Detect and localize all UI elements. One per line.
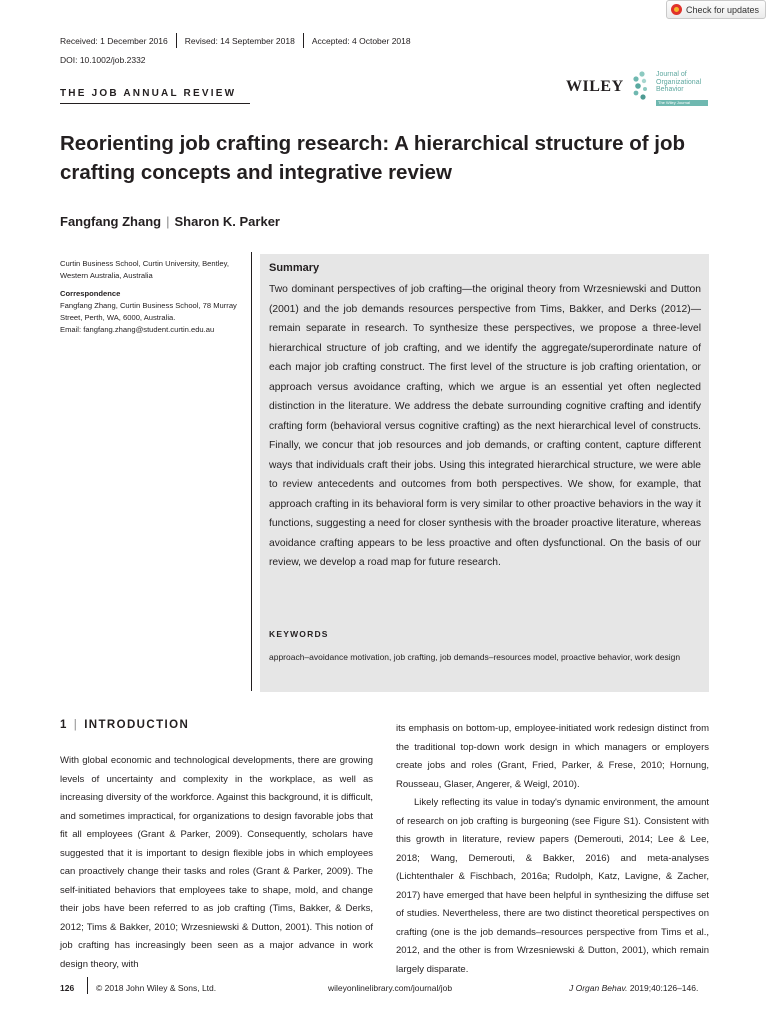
correspondence-email[interactable]: Email: fangfang.zhang@student.curtin.edu.au [60, 325, 215, 334]
author-name[interactable]: Sharon K. Parker [174, 214, 280, 229]
author-divider: | [166, 214, 170, 229]
affiliation-block [60, 258, 245, 336]
journal-logo-line: Behavior [656, 86, 684, 93]
section-label: THE JOB ANNUAL REVIEW [60, 88, 237, 99]
section-heading [60, 719, 189, 731]
date-divider [303, 33, 304, 48]
author-list [60, 214, 280, 229]
footer-divider [87, 977, 88, 994]
section-number: 1 [60, 719, 68, 731]
section-title: INTRODUCTION [84, 719, 190, 731]
column-divider [251, 252, 252, 691]
article-dates [60, 36, 419, 48]
crossmark-icon [671, 4, 682, 15]
journal-logo-icon [630, 70, 650, 102]
copyright: © 2018 John Wiley & Sons, Ltd. [96, 983, 217, 993]
journal-abbrev: J Organ Behav. [569, 983, 628, 993]
article-title: Reorienting job crafting research: A hierarchical structure of job crafting concepts and integrative review [60, 132, 685, 184]
citation [569, 983, 698, 993]
body-column-right [396, 720, 709, 979]
journal-tagline: The Wiley Journal [656, 100, 708, 106]
body-paragraph: Likely reflecting its value in today's dynamic environment, the amount of research on job crafting is burgeoning (see Figure S1). Consistent with this growth in literature, review papers (Demerouti, 2014; Lee & Lee, 2018; Wang, Demerouti, & Bakker, 2016) and meta-analyses (Lichtenthaler & Fischbach, 2016a; Rudolph, Katz, Lavigne, & Zacher, 2017) have emerged that have been helpful in synthesizing the diffuse set of studies. Nevertheless, there are two distinct theoretical perspectives on crafting (one is the job demands–resources perspective from Tims et al., 2012, and the other is from Wrzesniewski & Dutton, 2001), which remain largely disparate. [396, 797, 709, 975]
citation-volume: 2019;40:126–146. [629, 983, 699, 993]
revised-date: Revised: 14 September 2018 [184, 36, 295, 46]
summary-text: Two dominant perspectives of job crafting—the original theory from Wrzesniewski and Dutton (2001) and the job demands resources perspective from Tims, Bakker, and Derks (2012)—remain separate in research. To synthesize these perspectives, we propose a three-level hierarchical structure of job crafting, and we identify the aggregate/superordinate nature of each major job crafting construct. The first level of the structure is job crafting orientation, or approach versus avoidance crafting, which we argue is an essential yet often neglected distinction in the literature. We address the debate surrounding cognitive crafting and identify crafting form (behavioral versus cognitive crafting) as the next hierarchical level of constructs. Finally, we concur that job resources and job demands, or crafting content, capture different ways that individuals craft their jobs. Using this integrated hierarchical structure, we were able to review antecedents and outcomes from both perspectives. We show, for example, that approach crafting in its behavioral form is very similar to other proactive behaviors in the way it functions, suggesting a need for closer synthesis with the broader proactive literature, whereas avoidance crafting appears to be less proactive and often dysfunctional. On the basis of our review, we develop a road map for future research. [269, 284, 701, 568]
correspondence-heading: Correspondence [60, 289, 121, 298]
journal-logo-text [656, 71, 701, 94]
author-name[interactable]: Fangfang Zhang [60, 214, 162, 229]
keywords-list: approach–avoidance motivation, job crafting, job demands–resources model, proactive behavior, work design [269, 652, 681, 662]
summary-heading: Summary [269, 262, 320, 274]
journal-url[interactable]: wileyonlinelibrary.com/journal/job [328, 983, 453, 993]
section-divider: | [73, 719, 79, 731]
doi-link[interactable]: DOI: 10.1002/job.2332 [60, 55, 146, 65]
wiley-logo: WILEY [566, 78, 624, 95]
body-paragraph: With global economic and technological developments, there are growing levels of uncertainty and complexity in the workplace, as well as increasing diversity of the workforce. Against this background, it is difficult, and sometimes impractical, for organizations to design favorable jobs that fit all employees (Grant & Parker, 2009). Consequently, scholars have suggested that it is important to design flexible jobs in which employees can proactively change their tasks and roles (Grant & Parker, 2009). The self-initiated behaviors that employees take to shape, mold, and change their jobs have been referred to as job crafting (Tims, Bakker, & Derks, 2012; Tims & Bakker, 2010; Wrzesniewski & Dutton, 2001). This notion of job crafting has increasingly been seen as a major advance in work design theory, with [60, 755, 373, 970]
affiliation: Curtin Business School, Curtin University, Bentley, Western Australia, Australia [60, 259, 229, 280]
journal-logo-line: Organizational [656, 78, 702, 86]
journal-logo-line: Journal of [656, 71, 687, 78]
body-paragraph: its emphasis on bottom-up, employee-initiated work redesign distinct from the traditional top-down work design in which managers or employers create jobs and roles (Grant, Fried, Parker, & Frese, 2010; Hornung, Rousseau, Glaser, Angerer, & Weigl, 2010). [396, 723, 709, 790]
page-number: 126 [60, 983, 75, 993]
received-date: Received: 1 December 2016 [60, 36, 168, 46]
correspondence-address: Fangfang Zhang, Curtin Business School, 78 Murray Street, Perth, WA, 6000, Australia. [60, 301, 237, 322]
body-column-left [60, 752, 373, 974]
check-for-updates-button[interactable] [666, 0, 766, 19]
accepted-date: Accepted: 4 October 2018 [311, 36, 411, 46]
section-rule [60, 103, 250, 104]
date-divider [176, 33, 177, 48]
check-for-updates-label: Check for updates [686, 4, 760, 15]
keywords-heading: KEYWORDS [269, 629, 329, 639]
